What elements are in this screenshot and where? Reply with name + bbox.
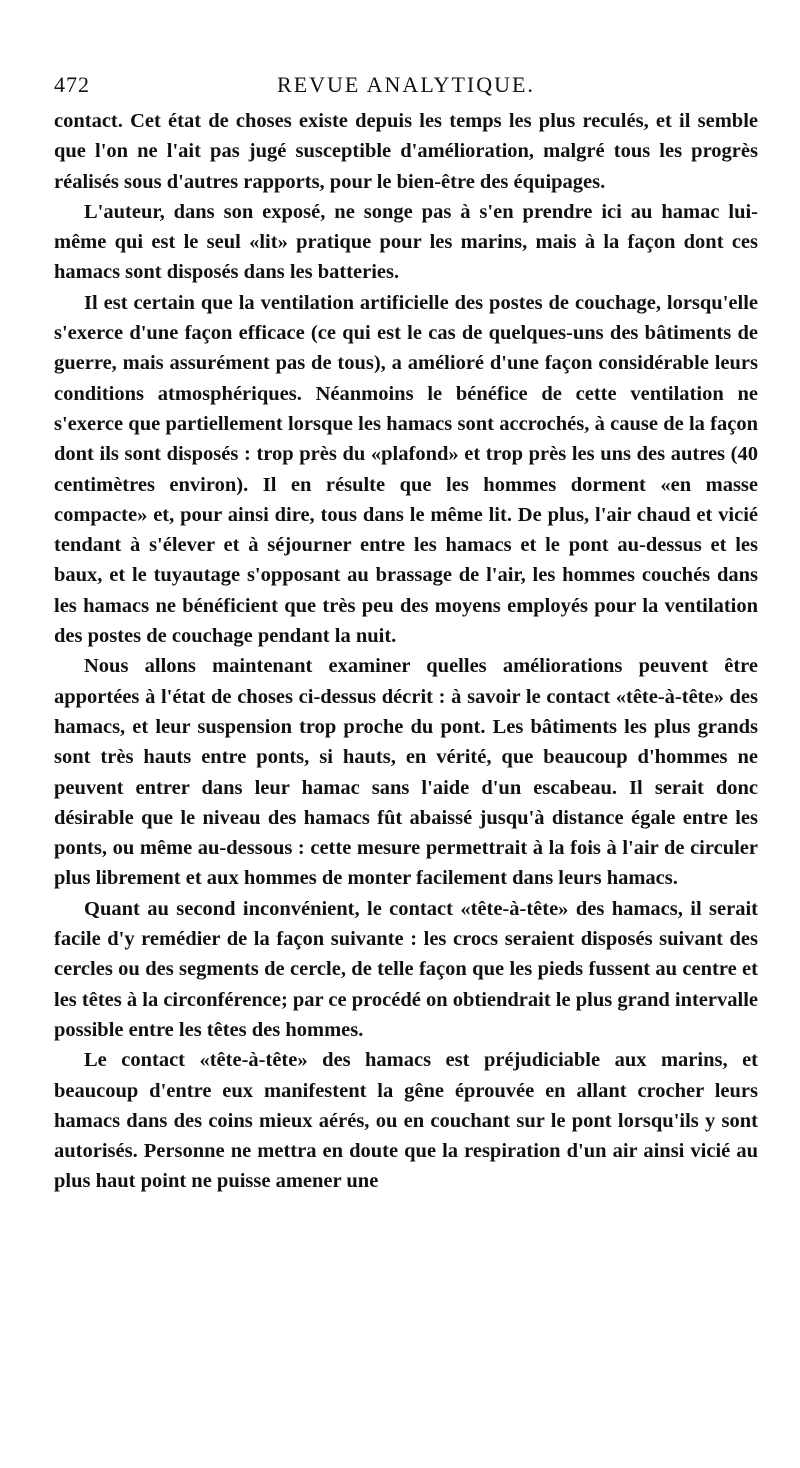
page-header [54, 66, 758, 106]
body-text [54, 106, 758, 1197]
paragraph-1: contact. Cet état de choses existe depuis les temps les plus reculés, et il semble que l'on ne l'ait pas jugé susceptible d'amélioration, malgré tous les progrès réalisés sous d'autres rapports, pour le bien-être des équipages. [54, 110, 758, 193]
paragraph-5: Quant au second inconvénient, le contact «tête-à-tête» des hamacs, il serait facile d'y remédier de la façon suivante : les crocs seraient disposés suivant des cercles ou des segments de cercle, de telle façon que les pieds fussent au centre et les têtes à la circonférence; par ce procédé on obtiendrait le plus grand intervalle possible entre les têtes des hommes. [54, 897, 758, 1041]
page-number: 472 [54, 72, 90, 97]
paragraph-6: Le contact «tête-à-tête» des hamacs est préjudiciable aux marins, et beaucoup d'entre eux manifestent la gêne éprouvée en allant crocher leurs hamacs dans des coins mieux aérés, ou en couchant sur le pont lorsqu'ils y sont autorisés. Personne ne mettra en doute que la respiration d'un air ainsi vicié au plus haut point ne puisse amener une [54, 1049, 758, 1193]
paragraph-3: Il est certain que la ventilation artificielle des postes de couchage, lorsqu'elle s'exerce d'une façon efficace (ce qui est le cas de quelques-uns des bâtiments de guerre, mais assurément pas de tous), a amélioré d'une façon considérable leurs conditions atmosphériques. Néanmoins le bénéfice de cette ventilation ne s'exerce que partiellement lorsque les hamacs sont accrochés, à cause de la façon dont ils sont disposés : trop près du «plafond» et trop près les uns des autres (40 centimètres environ). Il en résulte que les hommes dorment «en masse compacte» et, pour ainsi dire, tous dans le même lit. De plus, l'air chaud et vicié tendant à s'élever et à séjourner entre les hamacs et le pont au-dessus et les baux, et le tuyautage s'opposant au brassage de l'air, les hommes couchés dans les hamacs ne bénéficient que très peu des moyens employés pour la ventilation des postes de couchage pendant la nuit. [54, 291, 758, 648]
book-page [54, 66, 758, 1197]
paragraph-2: L'auteur, dans son exposé, ne songe pas à s'en prendre ici au hamac lui-même qui est le seul «lit» pratique pour les marins, mais à la façon dont ces hamacs sont disposés dans les batteries. [54, 200, 758, 284]
paragraph-4: Nous allons maintenant examiner quelles améliorations peuvent être apportées à l'état de choses ci-dessus décrit : à savoir le contact «tête-à-tête» des hamacs, et leur suspension trop proche du pont. Les bâtiments les plus grands sont très hauts entre ponts, si hauts, en vérité, que beaucoup d'hommes ne peuvent entrer dans leur hamac sans l'aide d'un escabeau. Il serait donc désirable que le niveau des hamacs fût abaissé jusqu'à distance égale entre les ponts, ou même au-dessous : cette mesure permettrait à la fois à l'air de circuler plus librement et aux hommes de monter facilement dans leurs hamacs. [54, 655, 758, 890]
running-title: REVUE ANALYTIQUE. [277, 72, 535, 97]
